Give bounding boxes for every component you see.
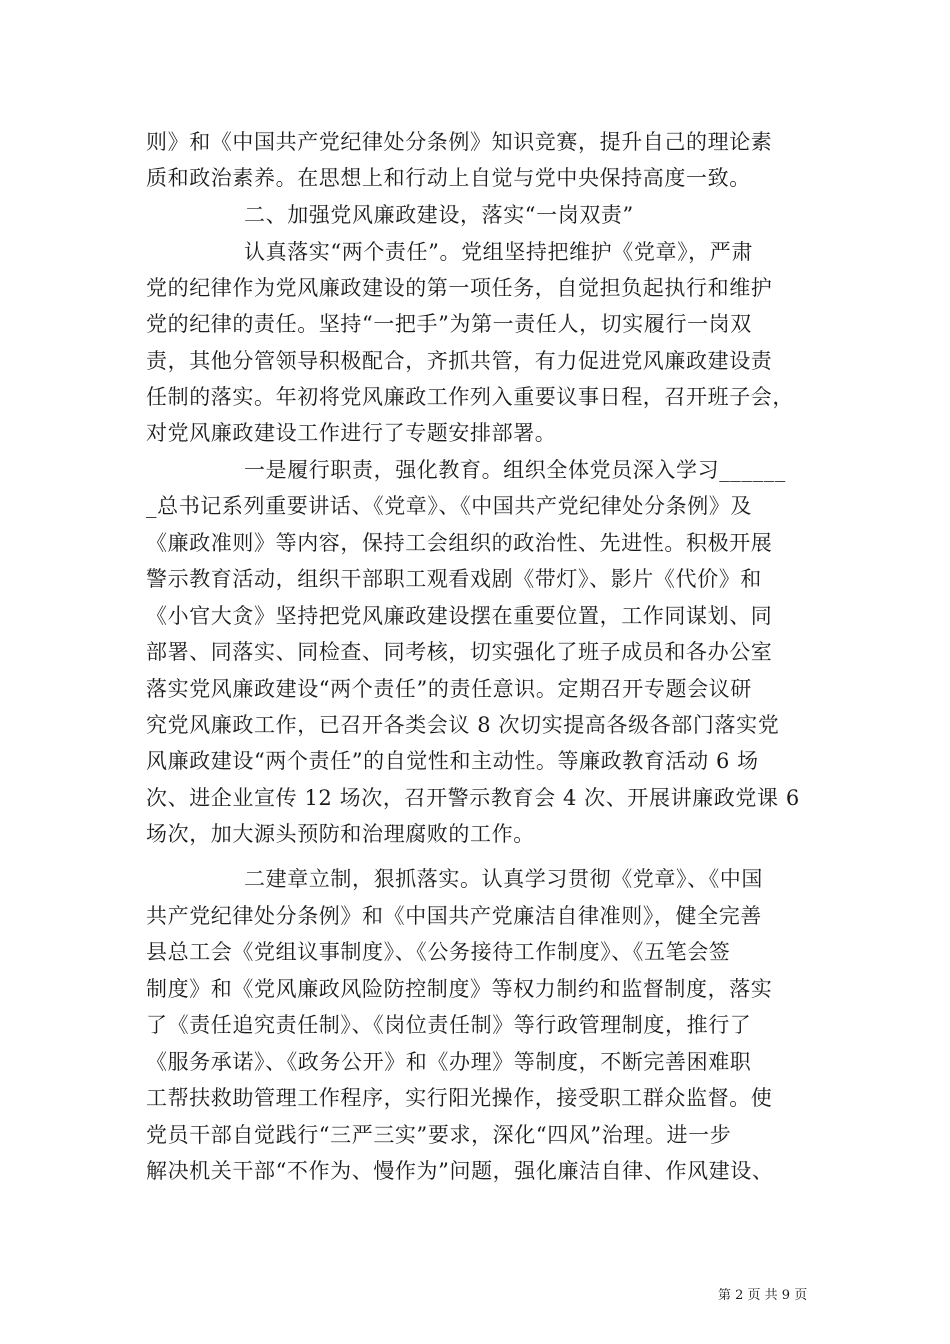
body-text-line: 党的纪律的责任。坚持“一把手”为第一责任人，切实履行一岗双 xyxy=(146,312,752,336)
body-text-line: 二建章立制，狠抓落实。认真学习贯彻《党章》、《中国 xyxy=(244,867,763,891)
body-text-line: 认真落实“两个责任”。党组坚持把维护《党章》，严肃 xyxy=(244,240,753,264)
body-text-line: 质和政治素养。在思想上和行动上自觉与党中央保持高度一致。 xyxy=(146,166,751,190)
body-text-line: 解决机关干部“不作为、慢作为”问题，强化廉洁自律、作风建设、 xyxy=(146,1159,774,1183)
body-text-line: 责，其他分管领导积极配合，齐抓共管，有力促进党风廉政建设责 xyxy=(146,349,773,373)
body-text-line: 县总工会《党组议事制度》、《公务接待工作制度》、《五笔会签 xyxy=(146,940,731,964)
body-text-line: 党的纪律作为党风廉政建设的第一项任务，自觉担负起执行和维护 xyxy=(146,276,773,300)
body-text-line: 党员干部自觉践行“三严三实”要求，深化“四风”治理。进一步 xyxy=(146,1123,732,1147)
body-text-line: 《小官大贪》坚持把党风廉政建设摆在重要位置，工作同谋划、同 xyxy=(146,604,773,628)
body-text-line: 《服务承诺》、《政务公开》和《办理》等制度，不断完善困难职 xyxy=(146,1050,752,1074)
body-text-line: 了《责任追究责任制》、《岗位责任制》等行政管理制度，推行了 xyxy=(146,1013,752,1037)
body-text-line: 次、进企业宣传 12 场次，召开警示教育会 4 次、开展讲廉政党课 6 xyxy=(146,786,800,810)
body-text-line: 落实党风廉政建设“两个责任”的责任意识。定期召开专题会议研 xyxy=(146,677,752,701)
body-text-line: 任制的落实。年初将党风廉政工作列入重要议事日程，召开班子会， xyxy=(146,385,794,409)
body-text-line: 场次，加大源头预防和治理腐败的工作。 xyxy=(146,822,535,846)
body-text-line: 则》和《中国共产党纪律处分条例》知识竞赛，提升自己的理论素 xyxy=(146,130,773,154)
body-text-line: 共产党纪律处分条例》和《中国共产党廉洁自律准则》，健全完善 xyxy=(146,904,762,928)
body-text-line: 制度》和《党风廉政风险防控制度》等权力制约和监督制度，落实 xyxy=(146,977,773,1001)
body-text-line: 一是履行职责，强化教育。组织全体党员深入学习______ xyxy=(244,458,786,482)
section-heading: 二、加强党风廉政建设，落实“一岗双责” xyxy=(244,203,634,227)
body-text-line: 部署、同落实、同检查、同考核，切实强化了班子成员和各办公室 xyxy=(146,640,773,664)
body-text-line: 风廉政建设“两个责任”的自觉性和主动性。等廉政教育活动 6 场 xyxy=(146,749,759,773)
body-text-line: 《廉政准则》等内容，保持工会组织的政治性、先进性。积极开展 xyxy=(146,531,773,555)
body-text-line: 对党风廉政建设工作进行了专题安排部署。 xyxy=(146,421,557,445)
body-text-line: 究党风廉政工作，已召开各类会议 8 次切实提高各级各部门落实党 xyxy=(146,713,780,737)
body-text-line: 工帮扶救助管理工作程序，实行阳光操作，接受职工群众监督。使 xyxy=(146,1086,773,1110)
body-text-line: _总书记系列重要讲话、《党章》、《中国共产党纪律处分条例》及 xyxy=(146,494,752,518)
page-number: 第 2 页 共 9 页 xyxy=(718,1288,808,1303)
body-text-line: 警示教育活动，组织干部职工观看戏剧《带灯》、影片《代价》和 xyxy=(146,567,762,591)
